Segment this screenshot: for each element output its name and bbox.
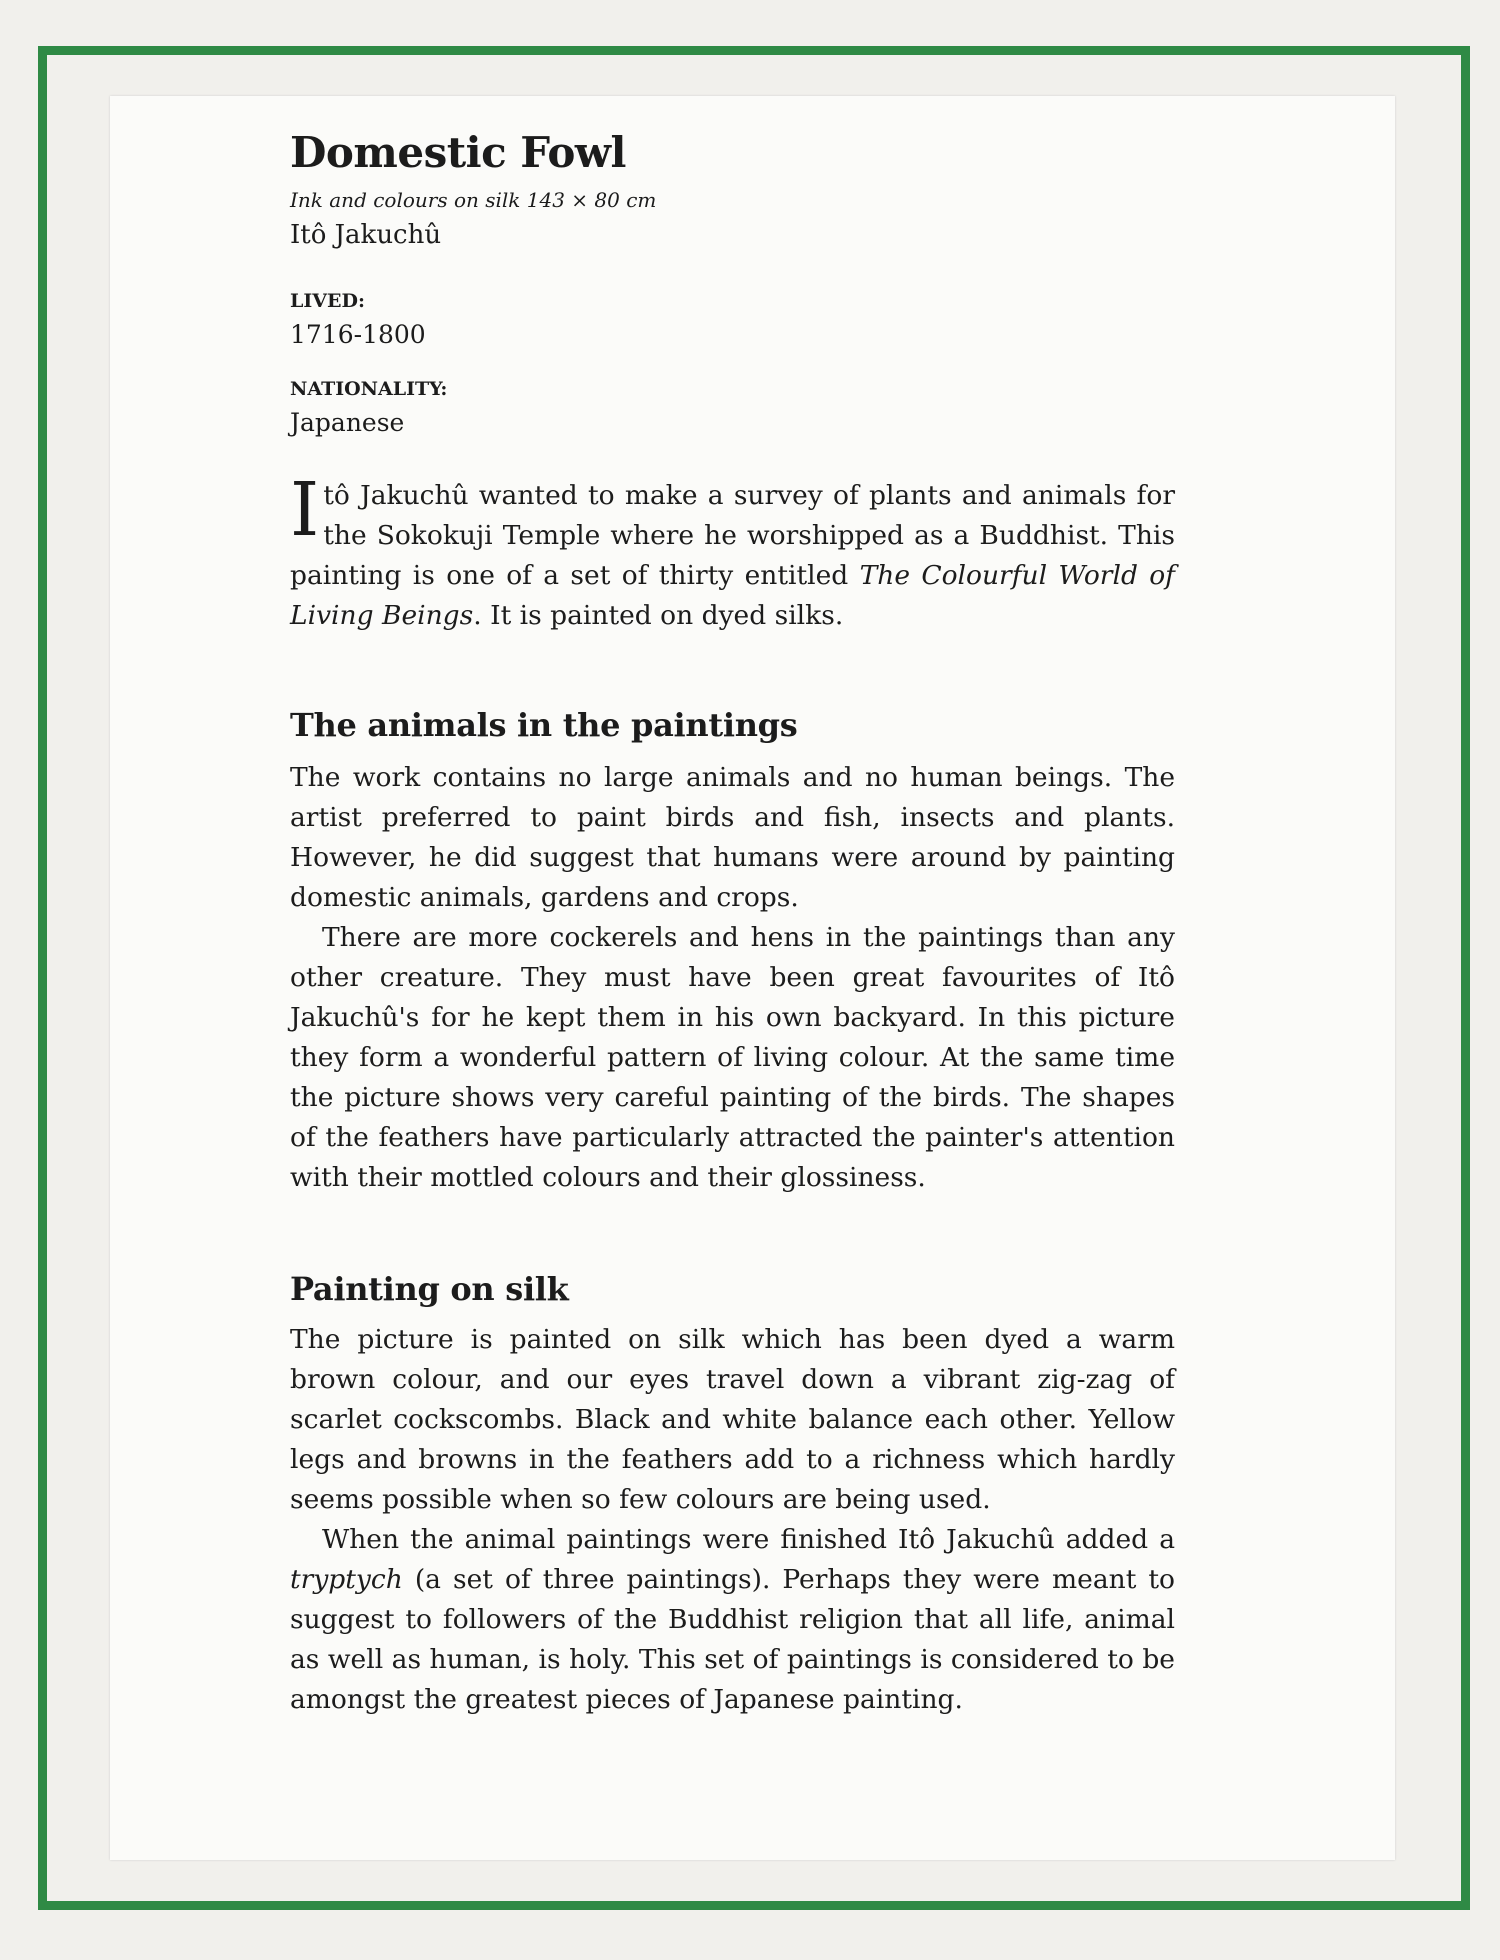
text: When the animal paintings were finished Itô Jakuchû added a <box>322 1524 1175 1555</box>
section-heading-animals: The animals in the paintings <box>290 706 798 744</box>
paragraph: The work contains no large animals and no human beings. The artist preferred to paint birds and fish, insects and plants. However, he did suggest that humans were around by painting domestic animals, gardens and crops. <box>290 762 1175 913</box>
section-silk-body <box>290 1320 1175 1720</box>
work-title: The Colourful World of Living Beings <box>290 560 1175 631</box>
intro-paragraph <box>290 467 1175 636</box>
intro-text: tô Jakuchû wanted to make a survey of plants and animals for the Sokokuji Temple where he worshipped as a Buddhist. This painting is one of a set of thirty entitled <box>290 480 1175 591</box>
paragraph: There are more cockerels and hens in the paintings than any other creature. They must have been great favourites of Itô Jakuchû's for he kept them in his own backyard. In this picture they form a wonderful pattern of living colour. At the same time the picture shows very careful painting of the birds. The shapes of the feathers have particularly attracted the painter's attention with their mottled colours and their glossiness. <box>290 922 1175 1193</box>
paragraph <box>290 1520 1175 1720</box>
italic-term: tryptych <box>290 1564 403 1595</box>
page-title: Domestic Fowl <box>290 128 626 177</box>
nationality-value: Japanese <box>290 408 405 437</box>
intro-text-end: . It is painted on dyed silks. <box>473 600 844 631</box>
medium-caption: Ink and colours on silk 143 × 80 cm <box>290 188 657 212</box>
nationality-label: NATIONALITY: <box>290 378 448 400</box>
lived-value: 1716-1800 <box>290 320 426 349</box>
paragraph: The picture is painted on silk which has been dyed a warm brown colour, and our eyes travel down a vibrant zig-zag of scarlet cockscombs. Black and white balance each other. Yellow legs and browns in the feathers add to a richness which hardly seems possible when so few colours are being used. <box>290 1324 1175 1515</box>
artist-name: Itô Jakuchû <box>290 220 442 250</box>
lived-label: LIVED: <box>290 290 365 312</box>
section-animals-body <box>290 758 1175 1198</box>
text: (a set of three paintings). Perhaps they were meant to suggest to followers of the Buddhist religion that all life, animal as well as human, is holy. This set of paintings is considered to be amongst the greatest pieces of Japanese painting. <box>290 1564 1175 1715</box>
section-heading-silk: Painting on silk <box>290 1270 569 1308</box>
drop-cap: I <box>290 467 320 553</box>
